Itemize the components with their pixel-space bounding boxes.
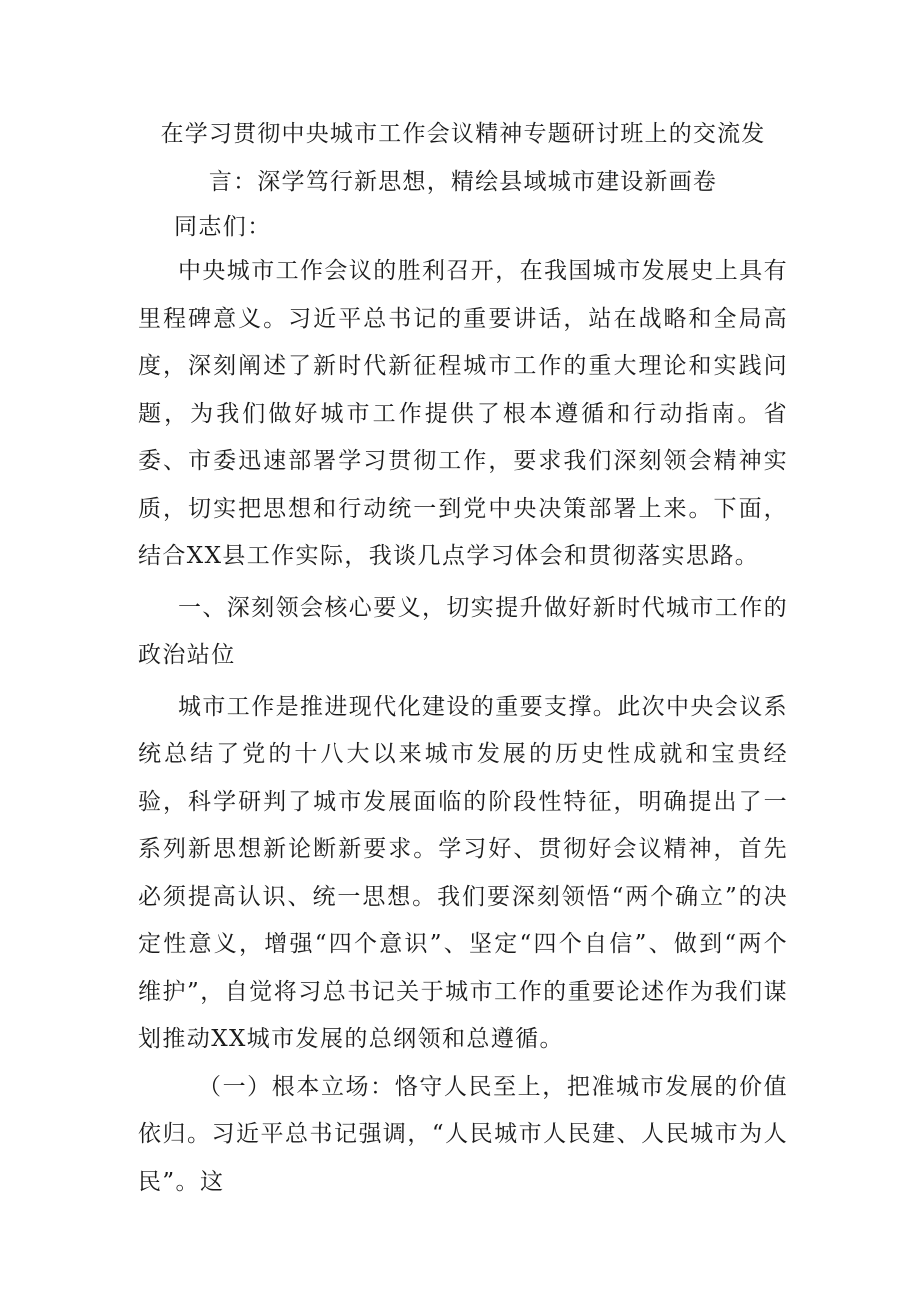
title-line-2: 言：深学笃行新思想，精绘县域城市建设新画卷: [208, 169, 718, 195]
salutation: 同志们：: [174, 214, 272, 240]
paragraph-intro: 中央城市工作会议的胜利召开，在我国城市发展史上具有里程碑意义。习近平总书记的重要讲话，站在战略和全局高度，深刻阐述了新时代新征程城市工作的重大理论和实践问题，为我们做好城市工作提供了根本遵循和行动指南。省委、市委迅速部署学习贯彻工作，要求我们深刻领会精神实质，切实把思想和行动统一到党中央决策部署上来。下面，结合XX县工作实际，我谈几点学习体会和贯彻落实思路。: [138, 258, 788, 569]
document-body: [138, 110, 788, 1206]
document-title: [138, 110, 788, 206]
subsection-heading-1: （一）根本立场：恪守人民至上，把准城市发展的价值依归。习近平总书记强调，“人民城市人民建、人民城市为人民”。这: [138, 1073, 788, 1195]
section-heading-1: 一、深刻领会核心要义，切实提升做好新时代城市工作的政治站位: [138, 594, 788, 668]
paragraph-section-1: 城市工作是推进现代化建设的重要支撑。此次中央会议系统总结了党的十八大以来城市发展的历史性成就和宝贵经验，科学研判了城市发展面临的阶段性特征，明确提出了一系列新思想新论断新要求。学习好、贯彻好会议精神，首先必须提高认识、统一思想。我们要深刻领悟“两个确立”的决定性意义，增强“四个意识”、坚定“四个自信”、做到“两个维护”，自觉将习总书记关于城市工作的重要论述作为我们谋划推动XX城市发展的总纲领和总遵循。: [138, 693, 788, 1052]
title-line-1: 在学习贯彻中央城市工作会议精神专题研讨班上的交流发: [160, 121, 766, 147]
